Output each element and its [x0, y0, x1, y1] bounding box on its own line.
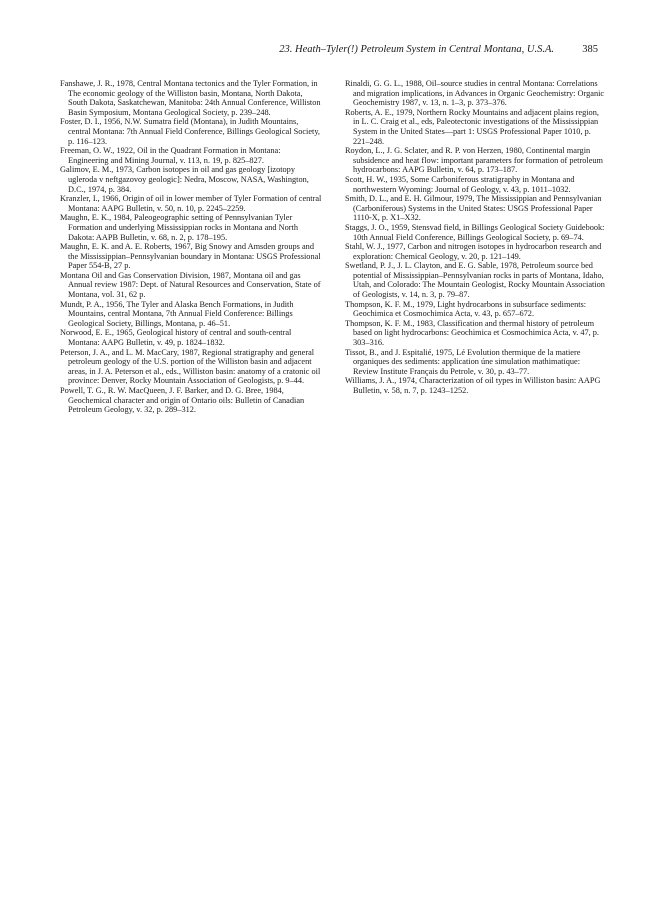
- reference-entry: Kranzler, I., 1966, Origin of oil in lower member of Tyler Formation of central Montana: AAPG Bulletin, v. 50, n. 10, p. 2245–2259.: [60, 194, 322, 213]
- reference-entry: Roydon, L., J. G. Sclater, and R. P. von Herzen, 1980, Continental margin subsidence and heat flow: important parameters for formation of petroleum hydrocarbons: AAPG Bulletin, v. 64, p. 173–187.: [345, 146, 603, 175]
- reference-entry: Tissot, B., and J. Espitalié, 1975, Lé Evolution thermique de la matiere organiques des sediments: application úne simulation mathimatique: Review Institute Français du Petrole, v. 30, p. 43–77.: [345, 347, 581, 376]
- reference-entry: Williams, J. A., 1974, Characterization of oil types in Williston basin: AAPG Bulletin, v. 58, n. 7, p. 1243–1252.: [345, 376, 601, 395]
- reference-entry: Montana Oil and Gas Conservation Division, 1987, Montana oil and gas Annual review 1987: Dept. of Natural Resources and Conservation, State of Montana, vol. 31, 62 p.: [60, 270, 321, 300]
- reference-entry: Staggs, J. O., 1959, Stensvad field, in Billings Geological Society Guidebook: 10th Annual Field Conference, Billings Geological Society, p. 69–74.: [345, 222, 605, 242]
- reference-entry: Thompson, K. F. M., 1979, Light hydrocarbons in subsurface sediments: Geochimica et Cosmochimica Acta, v. 43, p. 657–672.: [345, 299, 587, 319]
- reference-entry: Peterson, J. A., and L. M. MacCary, 1987, Regional stratigraphy and general petroleum geology of the U.S. portion of the Williston basin and adjacent areas, in J. A. Peterson et al., eds., Williston basin: anatomy of a cratonic oil province: Denver, Rocky Mountain Association of Geologists, p. 9–44.: [60, 347, 321, 386]
- reference-entry: Norwood, E. E., 1965, Geological history of central and south-central Montana: AAPG Bulletin, v. 49, p. 1824–1832.: [60, 328, 292, 348]
- reference-entry: Thompson, K. F. M., 1983, Classification and thermal history of petroleum based on light hydrocarbons: Geochimica et Cosmochimica Acta, v. 47, p. 303–316.: [345, 318, 600, 348]
- references-column-right: [345, 79, 607, 396]
- reference-entry: Maughn, E. K., 1984, Paleogeographic setting of Pennsylvanian Tyler Formation and underlying Mississippian rocks in Montana and North Dakota: AAPB Bulletin, v. 68, n. 2, p. 178–195.: [60, 213, 298, 242]
- reference-entry: Freeman, O. W., 1922, Oil in the Quadrant Formation in Montana: Engineering and Mining Journal, v. 113, n. 19, p. 825–827.: [60, 146, 281, 165]
- reference-entry: Foster, D. I., 1956, N.W. Sumatra field (Montana), in Judith Mountains, central Montana: 7th Annual Field Conference, Billings Geological Society, p. 116–123.: [60, 117, 320, 146]
- reference-entry: Mundt, P. A., 1956, The Tyler and Alaska Bench Formations, in Judith Mountains, central Montana, 7th Annual Field Conference: Billings Geological Society, Billings, Montana, p. 46–51.: [60, 299, 294, 328]
- reference-entry: Stahl, W. J., 1977, Carbon and nitrogen isotopes in hydrocarbon research and exploration: Chemical Geology, v. 20, p. 121–149.: [345, 242, 602, 261]
- reference-entry: Swetland, P. J., J. L. Clayton, and E. G. Sable, 1978, Petroleum source bed potential of Mississippian–Pennsylvanian rocks in parts of Montana, Idaho, Utah, and Colorado: The Mountain Geologist, Rocky Mountain Association of Geologists, v. 14, n. 3, p. 79–87.: [345, 261, 605, 300]
- reference-entry: Smith, D. L., and E. H. Gilmour, 1979, The Mississippian and Pennsylvanian (Carboniferous) Systems in the United States: USGS Professional Paper 1110-X, p. X1–X32.: [345, 194, 602, 223]
- references-column-left: [60, 79, 322, 415]
- reference-entry: Fanshawe, J. R., 1978, Central Montana tectonics and the Tyler Formation, in The economic geology of the Williston basin, Montana, North Dakota, South Dakota, Saskatchewan, Manitoba: 24th Annual Conference, Williston Basin Symposium, Montana Geological Society, p. 239–248.: [60, 79, 321, 117]
- page-number: 385: [582, 44, 598, 55]
- reference-entry: Galimov, E. M., 1973, Carbon isotopes in oil and gas geology [izotopy ugleroda v neftgazovoy geologic]: Nedra, Moscow, NASA, Washington, D.C., 1974, p. 384.: [60, 165, 309, 194]
- reference-entry: Roberts, A. E., 1979, Northern Rocky Mountains and adjacent plains region, in L. C. Craig et al., eds, Paleotectonic investigations of the Mississippian System in the United States—part 1: USGS Professional Paper 1010, p. 221–248.: [345, 107, 599, 146]
- reference-entry: Maughn, E. K. and A. E. Roberts, 1967, Big Snowy and Amsden groups and the Mississippian–Pennsylvanian boundary in Montana: USGS Professional Paper 554-B, 27 p.: [60, 242, 321, 271]
- running-title: 23. Heath–Tyler(!) Petroleum System in Central Montana, U.S.A.: [279, 44, 554, 55]
- reference-entry: Powell, T. G., R. W. MacQueen, J. F. Barker, and D. G. Bree, 1984, Geochemical character and origin of Ontario oils: Bulletin of Canadian Petroleum Geology, v. 32, p. 289–312.: [60, 386, 305, 415]
- running-header: [60, 44, 598, 60]
- reference-entry: Rinaldi, G. G. L., 1988, Oil–source studies in central Montana: Correlations and migration implications, in Advances in Organic Geochemistry: Organic Geochemistry 1987, v. 13, n. 1–3, p. 373–376.: [345, 79, 605, 108]
- reference-entry: Scott, H. W., 1935, Some Carboniferous stratigraphy in Montana and northwestern Wyoming: Journal of Geology, v. 43, p. 1011–1032.: [345, 174, 575, 194]
